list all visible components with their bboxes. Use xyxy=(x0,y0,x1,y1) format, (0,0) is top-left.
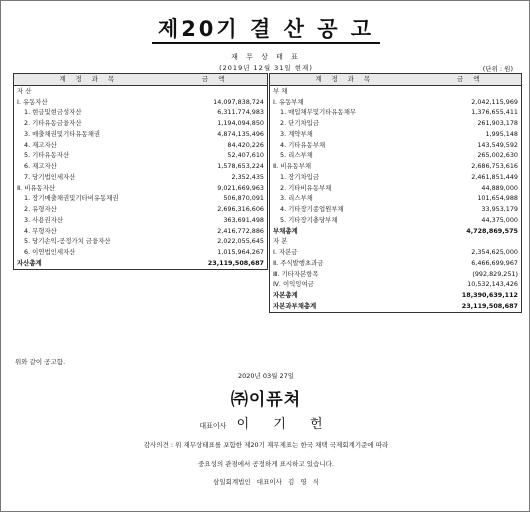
account-amount xyxy=(420,85,522,96)
ceo-line xyxy=(1,413,530,432)
account-label: 6. 재고자산 xyxy=(24,162,57,170)
account-label: 3. 계약부채 xyxy=(280,129,313,138)
table-row xyxy=(270,290,522,301)
account-amount: 2,022,055,645 xyxy=(217,237,264,246)
account-amount: 2,696,316,606 xyxy=(217,205,264,213)
account-label: 2. 유형자산 xyxy=(24,205,57,213)
table-row xyxy=(270,97,522,108)
account-label: 5. 리스부채 xyxy=(280,151,313,160)
unit-label: (단위 : 원) xyxy=(482,65,513,73)
account-label: 4. 기타장기종업원부채 xyxy=(280,205,344,213)
account-amount: 2,354,625,000 xyxy=(471,248,518,256)
account-amount: 1,376,655,411 xyxy=(471,108,518,117)
account-label: 7. 당기법인세자산 xyxy=(24,172,76,181)
table-row xyxy=(14,85,268,96)
table-row xyxy=(270,236,522,247)
account-amount: 2,416,772,886 xyxy=(217,226,264,235)
notice-title xyxy=(1,13,530,43)
account-label: Ⅱ. 비유동자산 xyxy=(17,183,56,192)
assets-header-row xyxy=(14,74,268,86)
account-label: Ⅰ. 유동부채 xyxy=(273,97,304,106)
account-label: 2. 기타비유동부채 xyxy=(280,183,332,192)
account-label: Ⅰ. 자본금 xyxy=(273,248,298,256)
account-amount: 33,953,179 xyxy=(481,205,518,213)
account-amount: 1,995,148 xyxy=(485,129,518,138)
account-amount: 4,874,135,496 xyxy=(217,129,264,138)
table-row xyxy=(270,215,522,226)
account-amount: 14,097,838,724 xyxy=(213,97,264,106)
account-amount: 52,407,610 xyxy=(227,151,264,160)
table-row xyxy=(270,204,522,215)
account-label: 자 산 xyxy=(17,86,32,95)
account-amount: 44,375,000 xyxy=(481,215,518,224)
account-label: 4. 무형자산 xyxy=(24,226,57,235)
account-label: 5. 기타유동자산 xyxy=(24,151,70,160)
account-label: 1. 장기차입금 xyxy=(280,172,319,181)
notice-date: 2020년 03월 27일 xyxy=(237,372,295,380)
table-row xyxy=(270,301,522,312)
account-amount: 2,042,115,969 xyxy=(471,97,518,106)
account-amount: 23,119,508,687 xyxy=(207,258,264,267)
account-label: 자산총계 xyxy=(17,258,42,267)
account-amount: 10,532,143,426 xyxy=(467,280,518,289)
account-amount: 2,461,851,449 xyxy=(471,172,518,181)
company-name: ㈜이퓨쳐 xyxy=(230,390,302,410)
account-amount: 84,420,226 xyxy=(227,140,264,149)
account-label: 부 채 xyxy=(273,86,288,95)
table-row xyxy=(270,279,522,290)
table-row xyxy=(14,172,268,183)
account-label: 부채총계 xyxy=(273,226,298,235)
table-row xyxy=(14,150,268,161)
account-amount: 6,466,699,967 xyxy=(471,258,518,267)
table-row xyxy=(14,193,268,204)
assets-table xyxy=(13,73,268,270)
account-amount: 9,021,669,963 xyxy=(217,183,264,192)
account-label: Ⅳ. 이익잉여금 xyxy=(273,280,314,289)
account-amount: 18,390,639,112 xyxy=(461,291,518,299)
table-row xyxy=(270,161,522,172)
account-amount: 101,654,988 xyxy=(477,194,518,203)
assets-item-header: 계 정 과 목 xyxy=(14,74,164,86)
table-row xyxy=(270,226,522,237)
table-row xyxy=(14,97,268,108)
table-row xyxy=(270,183,522,194)
table-row xyxy=(14,118,268,129)
account-amount xyxy=(420,236,522,247)
table-row xyxy=(14,215,268,226)
notice-statement: 위와 같이 공고함. xyxy=(15,358,66,366)
assets-body xyxy=(14,85,268,269)
account-amount: 143,549,592 xyxy=(477,140,518,149)
account-label: 2. 기타유동금융자산 xyxy=(24,119,82,127)
account-amount: 1,015,964,267 xyxy=(217,248,264,256)
account-amount: 4,728,869,575 xyxy=(466,226,518,235)
liabilities-amount-header: 금 액 xyxy=(420,74,522,86)
account-amount: (992,829,251) xyxy=(472,269,518,278)
account-amount: 265,002,630 xyxy=(477,151,518,160)
ceo-title: 대표이사 xyxy=(199,422,227,430)
account-label: 3. 리스부채 xyxy=(280,194,313,203)
account-amount: 1,578,653,224 xyxy=(217,162,264,170)
table-row xyxy=(14,236,268,247)
account-label: 1. 장기매출채권및기타비유동채권 xyxy=(24,194,119,203)
table-row xyxy=(270,118,522,129)
liabilities-equity-table xyxy=(269,73,522,313)
account-label: 5. 당기손익-공정가치 금융자산 xyxy=(24,237,111,246)
table-row xyxy=(270,193,522,204)
account-label: 4. 재고자산 xyxy=(24,140,57,149)
table-row xyxy=(14,129,268,140)
table-row xyxy=(14,204,268,215)
account-amount: 23,119,508,687 xyxy=(461,301,518,310)
account-label: 자본과부채총계 xyxy=(273,301,317,310)
account-label: 3. 사용권자산 xyxy=(24,215,63,224)
liabilities-header-row xyxy=(270,74,522,86)
table-row xyxy=(14,161,268,172)
account-label: 자본총계 xyxy=(273,291,298,299)
table-row xyxy=(270,247,522,258)
table-row xyxy=(14,183,268,194)
ceo-name: 이 기 헌 xyxy=(236,417,333,432)
account-amount: 44,889,000 xyxy=(481,183,518,192)
table-row xyxy=(270,129,522,140)
notice-title-text: 제20기 결 산 공 고 xyxy=(152,17,380,44)
table-row xyxy=(270,150,522,161)
account-label: Ⅰ. 유동자산 xyxy=(17,97,48,106)
liabilities-item-header: 계 정 과 목 xyxy=(270,74,420,86)
account-label: Ⅱ. 주식발행초과금 xyxy=(273,258,324,267)
account-amount: 506,870,091 xyxy=(223,194,264,203)
account-label: Ⅲ. 기타자본항목 xyxy=(273,269,319,278)
table-row xyxy=(270,258,522,269)
assets-amount-header: 금 액 xyxy=(164,74,268,86)
account-label: 4. 기타유동부채 xyxy=(280,140,326,149)
account-amount: 1,194,094,850 xyxy=(217,119,264,127)
statement-subtitle: 재 무 상 태 표 xyxy=(231,53,301,61)
account-amount xyxy=(164,85,268,96)
liabilities-body xyxy=(270,85,522,312)
table-row xyxy=(14,226,268,237)
auditor-signature: 삼일회계법인 대표이사 김 영 식 xyxy=(213,478,319,486)
account-amount: 261,903,178 xyxy=(477,119,518,127)
table-row xyxy=(270,172,522,183)
account-label: 6. 이연법인세자산 xyxy=(24,248,76,256)
account-label: Ⅱ. 비유동부채 xyxy=(273,162,312,170)
account-amount: 2,686,753,616 xyxy=(471,162,518,170)
table-row xyxy=(14,107,268,118)
statement-period: (2019년 12월 31일 현재) xyxy=(219,64,313,72)
table-row xyxy=(270,85,522,96)
table-row xyxy=(14,140,268,151)
account-label: 1. 매입채무및기타유동채무 xyxy=(280,108,357,117)
account-label: 1. 현금및현금성자산 xyxy=(24,108,82,117)
account-amount: 6,311,774,983 xyxy=(217,108,264,117)
audit-opinion-line-1: 감사의견 : 위 재무상태표를 포함한 제20기 재무제표는 한국 채택 국제회계기준에 따라 xyxy=(143,441,389,449)
table-row xyxy=(270,107,522,118)
table-row xyxy=(270,269,522,280)
account-label: 3. 매출채권및기타유동채권 xyxy=(24,129,101,138)
account-label: 5. 기타장기충당부채 xyxy=(280,215,338,224)
audit-opinion-line-2: 중요성의 관점에서 공정하게 표시하고 있습니다. xyxy=(198,460,334,468)
table-row xyxy=(270,140,522,151)
account-amount: 2,352,435 xyxy=(231,172,264,181)
table-row xyxy=(14,258,268,269)
table-row xyxy=(14,247,268,258)
account-amount: 363,691,498 xyxy=(223,215,264,224)
account-label: 자 본 xyxy=(273,237,288,246)
account-label: 2. 단기차입금 xyxy=(280,119,319,127)
